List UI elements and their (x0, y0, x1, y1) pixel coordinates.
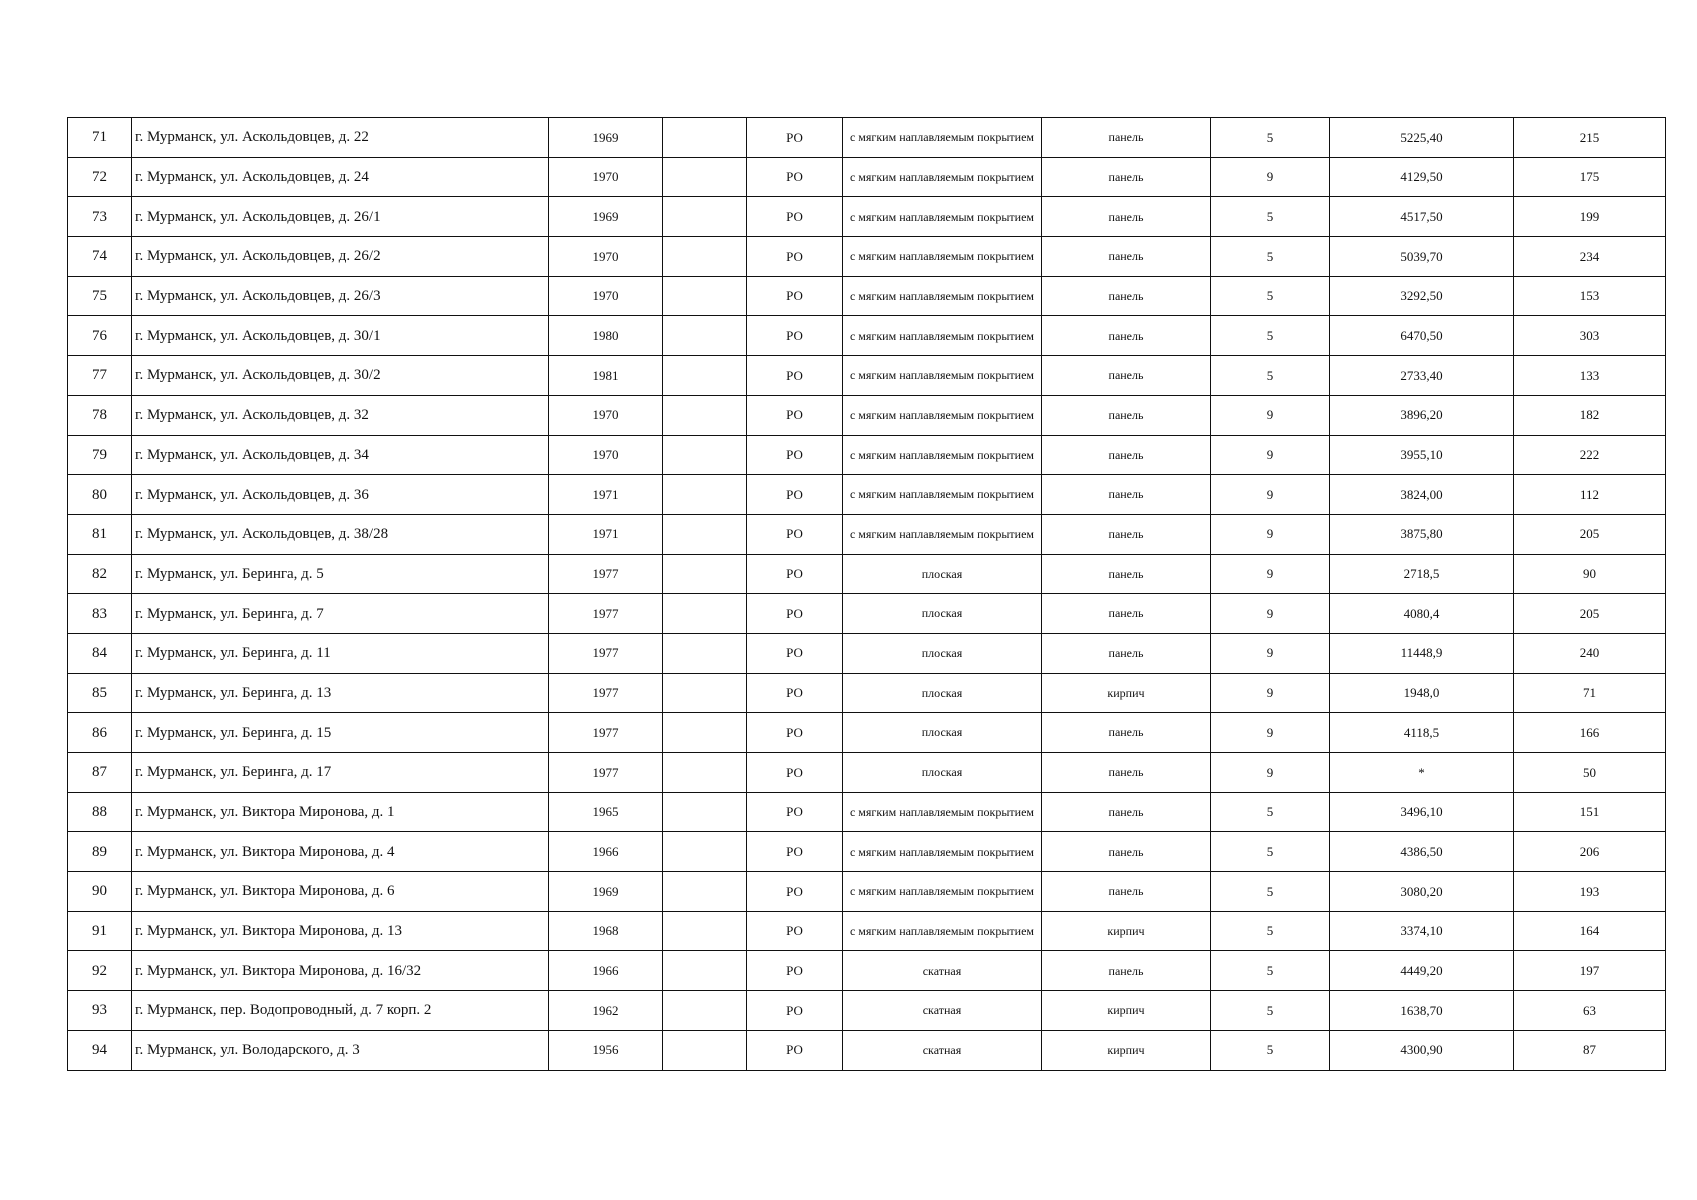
year-cell: 1970 (549, 276, 663, 316)
year-cell: 1968 (549, 911, 663, 951)
row-number: 86 (68, 713, 132, 753)
row-number: 72 (68, 157, 132, 197)
fund-cell: РО (747, 554, 843, 594)
table-row (68, 395, 1666, 435)
year-cell: 1977 (549, 633, 663, 673)
row-number: 93 (68, 991, 132, 1031)
residents-cell: 133 (1514, 356, 1666, 396)
fund-cell: РО (747, 633, 843, 673)
floors-cell: 9 (1211, 157, 1330, 197)
row-number: 90 (68, 872, 132, 912)
wall-material-cell: панель (1042, 713, 1211, 753)
roof-type-cell: с мягким наплавляемым покрытием (843, 356, 1042, 396)
year-cell: 1969 (549, 872, 663, 912)
wall-material-cell: панель (1042, 753, 1211, 793)
wall-material-cell: панель (1042, 237, 1211, 277)
residents-cell: 63 (1514, 991, 1666, 1031)
table-row (68, 633, 1666, 673)
address-cell: г. Мурманск, ул. Виктора Миронова, д. 1 (132, 792, 549, 832)
address-cell: г. Мурманск, ул. Аскольдовцев, д. 30/2 (132, 356, 549, 396)
area-cell: 3496,10 (1330, 792, 1514, 832)
fund-cell: РО (747, 872, 843, 912)
roof-type-cell: скатная (843, 991, 1042, 1031)
row-number: 94 (68, 1030, 132, 1070)
area-cell: 4080,4 (1330, 594, 1514, 634)
wall-material-cell: панель (1042, 118, 1211, 158)
address-cell: г. Мурманск, ул. Беринга, д. 11 (132, 633, 549, 673)
fund-cell: РО (747, 395, 843, 435)
roof-type-cell: с мягким наплавляемым покрытием (843, 316, 1042, 356)
roof-type-cell: плоская (843, 753, 1042, 793)
residents-cell: 303 (1514, 316, 1666, 356)
fund-cell: РО (747, 991, 843, 1031)
year-cell: 1956 (549, 1030, 663, 1070)
roof-type-cell: плоская (843, 713, 1042, 753)
area-cell: 3080,20 (1330, 872, 1514, 912)
roof-type-cell: с мягким наплавляемым покрытием (843, 395, 1042, 435)
address-cell: г. Мурманск, ул. Беринга, д. 17 (132, 753, 549, 793)
address-cell: г. Мурманск, ул. Аскольдовцев, д. 32 (132, 395, 549, 435)
wall-material-cell: панель (1042, 594, 1211, 634)
year-cell: 1962 (549, 991, 663, 1031)
address-cell: г. Мурманск, пер. Водопроводный, д. 7 корп. 2 (132, 991, 549, 1031)
fund-cell: РО (747, 276, 843, 316)
empty-cell (663, 395, 747, 435)
area-cell: 3955,10 (1330, 435, 1514, 475)
area-cell: * (1330, 753, 1514, 793)
floors-cell: 9 (1211, 475, 1330, 515)
year-cell: 1969 (549, 118, 663, 158)
row-number: 89 (68, 832, 132, 872)
empty-cell (663, 872, 747, 912)
roof-type-cell: с мягким наплавляемым покрытием (843, 792, 1042, 832)
fund-cell: РО (747, 713, 843, 753)
roof-type-cell: с мягким наплавляемым покрытием (843, 197, 1042, 237)
wall-material-cell: панель (1042, 832, 1211, 872)
wall-material-cell: панель (1042, 157, 1211, 197)
address-cell: г. Мурманск, ул. Беринга, д. 5 (132, 554, 549, 594)
residents-cell: 112 (1514, 475, 1666, 515)
floors-cell: 9 (1211, 554, 1330, 594)
area-cell: 6470,50 (1330, 316, 1514, 356)
row-number: 82 (68, 554, 132, 594)
wall-material-cell: панель (1042, 514, 1211, 554)
address-cell: г. Мурманск, ул. Аскольдовцев, д. 26/2 (132, 237, 549, 277)
residents-cell: 71 (1514, 673, 1666, 713)
empty-cell (663, 118, 747, 158)
fund-cell: РО (747, 514, 843, 554)
area-cell: 4300,90 (1330, 1030, 1514, 1070)
floors-cell: 5 (1211, 118, 1330, 158)
row-number: 85 (68, 673, 132, 713)
table-row (68, 356, 1666, 396)
floors-cell: 5 (1211, 792, 1330, 832)
row-number: 88 (68, 792, 132, 832)
year-cell: 1971 (549, 514, 663, 554)
residents-cell: 50 (1514, 753, 1666, 793)
area-cell: 4118,5 (1330, 713, 1514, 753)
empty-cell (663, 792, 747, 832)
residents-cell: 90 (1514, 554, 1666, 594)
row-number: 75 (68, 276, 132, 316)
residents-cell: 205 (1514, 594, 1666, 634)
fund-cell: РО (747, 157, 843, 197)
year-cell: 1977 (549, 753, 663, 793)
floors-cell: 5 (1211, 237, 1330, 277)
residents-cell: 175 (1514, 157, 1666, 197)
wall-material-cell: панель (1042, 792, 1211, 832)
row-number: 84 (68, 633, 132, 673)
floors-cell: 5 (1211, 276, 1330, 316)
table-row (68, 792, 1666, 832)
roof-type-cell: с мягким наплавляемым покрытием (843, 872, 1042, 912)
row-number: 71 (68, 118, 132, 158)
table-row (68, 991, 1666, 1031)
fund-cell: РО (747, 118, 843, 158)
wall-material-cell: кирпич (1042, 673, 1211, 713)
roof-type-cell: с мягким наплавляемым покрытием (843, 118, 1042, 158)
fund-cell: РО (747, 356, 843, 396)
row-number: 73 (68, 197, 132, 237)
table-row (68, 713, 1666, 753)
address-cell: г. Мурманск, ул. Беринга, д. 7 (132, 594, 549, 634)
table-row (68, 118, 1666, 158)
roof-type-cell: с мягким наплавляемым покрытием (843, 276, 1042, 316)
floors-cell: 5 (1211, 991, 1330, 1031)
residents-cell: 240 (1514, 633, 1666, 673)
empty-cell (663, 594, 747, 634)
empty-cell (663, 554, 747, 594)
fund-cell: РО (747, 911, 843, 951)
residents-cell: 234 (1514, 237, 1666, 277)
roof-type-cell: скатная (843, 1030, 1042, 1070)
address-cell: г. Мурманск, ул. Аскольдовцев, д. 30/1 (132, 316, 549, 356)
floors-cell: 9 (1211, 395, 1330, 435)
wall-material-cell: панель (1042, 554, 1211, 594)
wall-material-cell: панель (1042, 633, 1211, 673)
empty-cell (663, 475, 747, 515)
residents-cell: 151 (1514, 792, 1666, 832)
fund-cell: РО (747, 475, 843, 515)
roof-type-cell: с мягким наплавляемым покрытием (843, 435, 1042, 475)
area-cell: 5225,40 (1330, 118, 1514, 158)
area-cell: 3896,20 (1330, 395, 1514, 435)
year-cell: 1970 (549, 395, 663, 435)
floors-cell: 5 (1211, 832, 1330, 872)
floors-cell: 9 (1211, 633, 1330, 673)
residents-cell: 166 (1514, 713, 1666, 753)
floors-cell: 5 (1211, 356, 1330, 396)
floors-cell: 9 (1211, 753, 1330, 793)
year-cell: 1977 (549, 713, 663, 753)
row-number: 83 (68, 594, 132, 634)
year-cell: 1980 (549, 316, 663, 356)
wall-material-cell: кирпич (1042, 991, 1211, 1031)
roof-type-cell: скатная (843, 951, 1042, 991)
row-number: 92 (68, 951, 132, 991)
empty-cell (663, 356, 747, 396)
address-cell: г. Мурманск, ул. Аскольдовцев, д. 36 (132, 475, 549, 515)
table-row (68, 475, 1666, 515)
row-number: 78 (68, 395, 132, 435)
empty-cell (663, 514, 747, 554)
row-number: 81 (68, 514, 132, 554)
area-cell: 3292,50 (1330, 276, 1514, 316)
year-cell: 1970 (549, 435, 663, 475)
floors-cell: 5 (1211, 872, 1330, 912)
row-number: 77 (68, 356, 132, 396)
area-cell: 1638,70 (1330, 991, 1514, 1031)
empty-cell (663, 673, 747, 713)
registry-body (68, 118, 1666, 1071)
address-cell: г. Мурманск, ул. Виктора Миронова, д. 4 (132, 832, 549, 872)
year-cell: 1966 (549, 832, 663, 872)
residents-cell: 87 (1514, 1030, 1666, 1070)
empty-cell (663, 951, 747, 991)
table-row (68, 237, 1666, 277)
address-cell: г. Мурманск, ул. Аскольдовцев, д. 26/3 (132, 276, 549, 316)
wall-material-cell: панель (1042, 435, 1211, 475)
table-row (68, 753, 1666, 793)
fund-cell: РО (747, 1030, 843, 1070)
table-row (68, 514, 1666, 554)
empty-cell (663, 197, 747, 237)
address-cell: г. Мурманск, ул. Володарского, д. 3 (132, 1030, 549, 1070)
empty-cell (663, 237, 747, 277)
residents-cell: 205 (1514, 514, 1666, 554)
fund-cell: РО (747, 673, 843, 713)
empty-cell (663, 276, 747, 316)
empty-cell (663, 991, 747, 1031)
row-number: 76 (68, 316, 132, 356)
year-cell: 1969 (549, 197, 663, 237)
residents-cell: 199 (1514, 197, 1666, 237)
wall-material-cell: панель (1042, 316, 1211, 356)
roof-type-cell: с мягким наплавляемым покрытием (843, 911, 1042, 951)
floors-cell: 9 (1211, 713, 1330, 753)
table-row (68, 435, 1666, 475)
empty-cell (663, 753, 747, 793)
floors-cell: 5 (1211, 316, 1330, 356)
fund-cell: РО (747, 832, 843, 872)
floors-cell: 9 (1211, 594, 1330, 634)
fund-cell: РО (747, 435, 843, 475)
area-cell: 4517,50 (1330, 197, 1514, 237)
roof-type-cell: плоская (843, 633, 1042, 673)
year-cell: 1981 (549, 356, 663, 396)
address-cell: г. Мурманск, ул. Беринга, д. 13 (132, 673, 549, 713)
year-cell: 1970 (549, 237, 663, 277)
roof-type-cell: плоская (843, 673, 1042, 713)
floors-cell: 9 (1211, 435, 1330, 475)
year-cell: 1977 (549, 673, 663, 713)
year-cell: 1977 (549, 554, 663, 594)
wall-material-cell: панель (1042, 356, 1211, 396)
table-row (68, 911, 1666, 951)
row-number: 80 (68, 475, 132, 515)
address-cell: г. Мурманск, ул. Виктора Миронова, д. 6 (132, 872, 549, 912)
wall-material-cell: панель (1042, 197, 1211, 237)
table-row (68, 316, 1666, 356)
empty-cell (663, 1030, 747, 1070)
table-row (68, 872, 1666, 912)
roof-type-cell: плоская (843, 554, 1042, 594)
roof-type-cell: с мягким наплавляемым покрытием (843, 514, 1042, 554)
area-cell: 11448,9 (1330, 633, 1514, 673)
row-number: 87 (68, 753, 132, 793)
fund-cell: РО (747, 594, 843, 634)
fund-cell: РО (747, 753, 843, 793)
empty-cell (663, 633, 747, 673)
roof-type-cell: с мягким наплавляемым покрытием (843, 475, 1042, 515)
roof-type-cell: плоская (843, 594, 1042, 634)
residents-cell: 193 (1514, 872, 1666, 912)
table-row (68, 832, 1666, 872)
roof-type-cell: с мягким наплавляемым покрытием (843, 832, 1042, 872)
area-cell: 2718,5 (1330, 554, 1514, 594)
year-cell: 1970 (549, 157, 663, 197)
table-row (68, 157, 1666, 197)
address-cell: г. Мурманск, ул. Аскольдовцев, д. 26/1 (132, 197, 549, 237)
residents-cell: 182 (1514, 395, 1666, 435)
residents-cell: 215 (1514, 118, 1666, 158)
table-row (68, 951, 1666, 991)
fund-cell: РО (747, 792, 843, 832)
table-row (68, 276, 1666, 316)
area-cell: 5039,70 (1330, 237, 1514, 277)
area-cell: 3824,00 (1330, 475, 1514, 515)
residents-cell: 153 (1514, 276, 1666, 316)
building-registry-table (67, 117, 1666, 1071)
address-cell: г. Мурманск, ул. Аскольдовцев, д. 22 (132, 118, 549, 158)
row-number: 79 (68, 435, 132, 475)
area-cell: 2733,40 (1330, 356, 1514, 396)
area-cell: 3374,10 (1330, 911, 1514, 951)
residents-cell: 222 (1514, 435, 1666, 475)
empty-cell (663, 713, 747, 753)
table-row (68, 554, 1666, 594)
empty-cell (663, 157, 747, 197)
year-cell: 1977 (549, 594, 663, 634)
area-cell: 4129,50 (1330, 157, 1514, 197)
floors-cell: 9 (1211, 514, 1330, 554)
address-cell: г. Мурманск, ул. Аскольдовцев, д. 24 (132, 157, 549, 197)
table-row (68, 197, 1666, 237)
floors-cell: 9 (1211, 673, 1330, 713)
residents-cell: 197 (1514, 951, 1666, 991)
area-cell: 4449,20 (1330, 951, 1514, 991)
floors-cell: 5 (1211, 951, 1330, 991)
year-cell: 1965 (549, 792, 663, 832)
area-cell: 4386,50 (1330, 832, 1514, 872)
year-cell: 1966 (549, 951, 663, 991)
year-cell: 1971 (549, 475, 663, 515)
empty-cell (663, 911, 747, 951)
area-cell: 1948,0 (1330, 673, 1514, 713)
empty-cell (663, 316, 747, 356)
wall-material-cell: панель (1042, 395, 1211, 435)
floors-cell: 5 (1211, 197, 1330, 237)
roof-type-cell: с мягким наплавляемым покрытием (843, 157, 1042, 197)
table-row (68, 673, 1666, 713)
address-cell: г. Мурманск, ул. Виктора Миронова, д. 13 (132, 911, 549, 951)
residents-cell: 164 (1514, 911, 1666, 951)
wall-material-cell: панель (1042, 951, 1211, 991)
fund-cell: РО (747, 316, 843, 356)
wall-material-cell: кирпич (1042, 911, 1211, 951)
empty-cell (663, 832, 747, 872)
wall-material-cell: панель (1042, 475, 1211, 515)
wall-material-cell: панель (1042, 276, 1211, 316)
address-cell: г. Мурманск, ул. Аскольдовцев, д. 34 (132, 435, 549, 475)
empty-cell (663, 435, 747, 475)
fund-cell: РО (747, 951, 843, 991)
residents-cell: 206 (1514, 832, 1666, 872)
floors-cell: 5 (1211, 1030, 1330, 1070)
table-row (68, 594, 1666, 634)
wall-material-cell: панель (1042, 872, 1211, 912)
row-number: 74 (68, 237, 132, 277)
row-number: 91 (68, 911, 132, 951)
fund-cell: РО (747, 237, 843, 277)
address-cell: г. Мурманск, ул. Виктора Миронова, д. 16/32 (132, 951, 549, 991)
table-row (68, 1030, 1666, 1070)
wall-material-cell: кирпич (1042, 1030, 1211, 1070)
roof-type-cell: с мягким наплавляемым покрытием (843, 237, 1042, 277)
floors-cell: 5 (1211, 911, 1330, 951)
address-cell: г. Мурманск, ул. Аскольдовцев, д. 38/28 (132, 514, 549, 554)
address-cell: г. Мурманск, ул. Беринга, д. 15 (132, 713, 549, 753)
area-cell: 3875,80 (1330, 514, 1514, 554)
fund-cell: РО (747, 197, 843, 237)
